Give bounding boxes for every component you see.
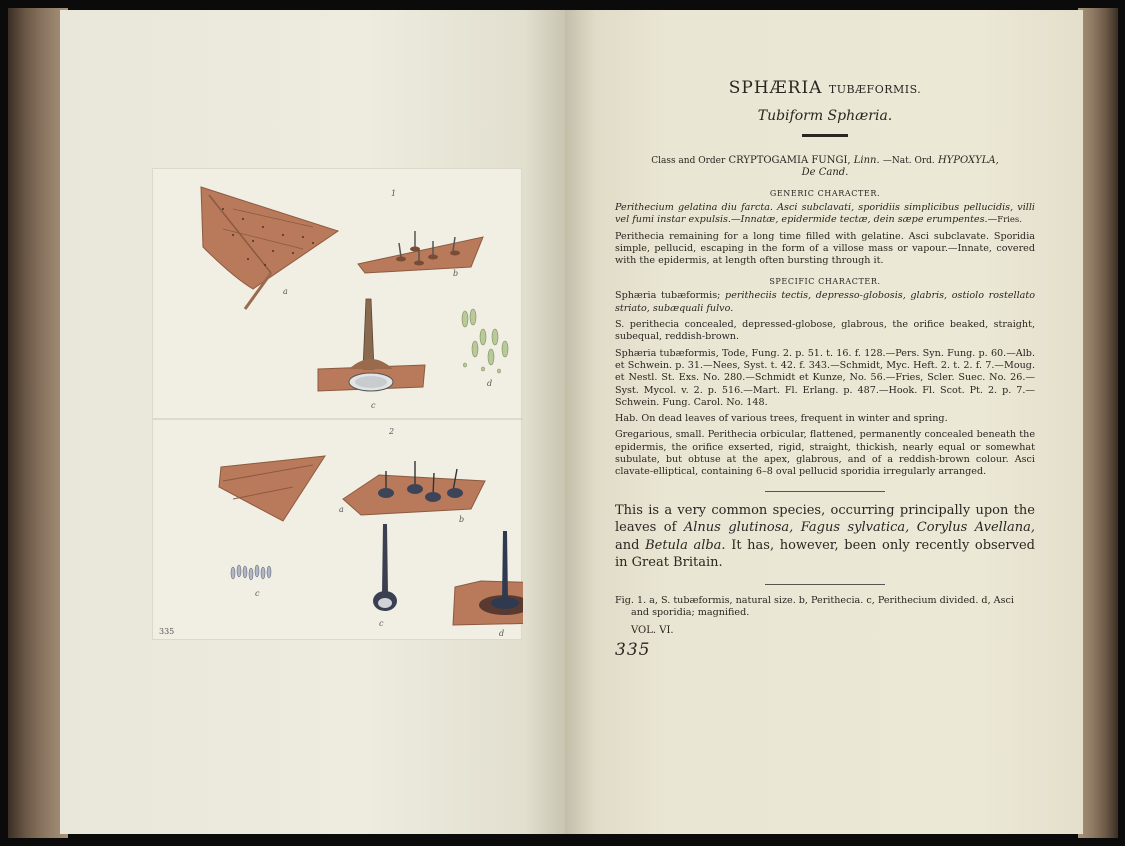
specific-character-heading: SPECIFIC CHARACTER. [769,277,881,287]
illustration-plate [152,168,522,640]
section-rule-2 [765,584,885,585]
right-page [565,10,1083,834]
fig2-asci [231,565,271,580]
plate-label-fig2a: a [339,505,344,514]
plate-label-fig2d: d [499,629,505,638]
order-label: —Nat. Ord. [882,156,935,166]
generic-latin: Perithecium gelatina diu farcta. Asci subclavati, sporidiis simplicibus pellucidis, villi vel fumi instar expulsis.—Innatæ, epidermide tectæ, dein sæpe erumpentes.—Fries. [615,202,1035,226]
plate-number-small: 335 [159,627,175,636]
section-rule [765,491,885,492]
class-author: Linn. [853,155,880,166]
description: Gregarious, small. Perithecia orbicular, flattened, permanently concealed beneath the epidermis, the orifice exserted, rigid, straight, thickish, nearly equal or somewhat subulate, but obtuse at the apex, glabrous, and of a reddish-brown colour. Asci clavate-elliptical, containing 6–8 oval pellucid sporidia irregularly arranged. [615,429,1035,478]
remarks: This is a very common species, occurring principally upon the leaves of Alnus glutinosa, Fagus sylvatica, Corylus Avellana, and Betula alba. It has, however, been only recently observed in Great Britain. [615,502,1035,571]
specific-english: S. perithecia concealed, depressed-globose, glabrous, the orifice beaked, straight, subequal, reddish-brown. [615,319,1035,343]
volume-label: VOL. VI. [631,624,674,636]
left-page [60,10,565,834]
plate-label-fig1c: c [371,401,376,410]
fig2-perithecium [373,524,397,611]
generic-english: Perithecia remaining for a long time filled with gelatine. Asci subclavate. Sporidia simple, pellucid, escaping in the form of a villose mass or vapour.—Innate, covered with the epidermis, at length often bursting through it. [615,230,1035,267]
plate-label-fig2c-asci: c [255,589,260,598]
classification-line [615,155,1035,179]
plate-number: 335 [615,639,651,660]
generic-character-heading: GENERIC CHARACTER. [769,189,881,198]
fig1-asci [462,309,508,373]
species-description [615,78,1035,660]
plate-label-fig1: 1 [391,189,397,198]
species-title [615,78,1035,98]
class-value: CRYPTOGAMIA FUNGI, [728,155,851,166]
class-label: Class and Order [651,156,726,166]
plate-label-fig2b: b [459,515,465,524]
title-rule [802,134,848,137]
fig1-perithecium-divided [318,299,425,391]
right-page-edges [1078,8,1118,838]
open-book [8,8,1118,838]
left-page-edges [8,8,68,838]
title-genus: SPHÆRIA [728,78,823,98]
title-species: TUBÆFORMIS. [828,83,922,96]
synonymy: Sphæria tubæformis, Tode, Fung. 2. p. 51. t. 16. f. 128.—Pers. Syn. Fung. p. 60.—Alb. et Schwein. p. 31.—Nees, Syst. t. 42. f. 343.—Schmidt, Myc. Heft. 2. t. 2. f. 7.—Moug. et Nestl. St. Exs. No. 280.—Schmidt et Kunze, No. 56.—Fries, Scler. Suec. No. 26.—Syst. Mycol. v. 2. p. 516.—Mart. Fl. Erlang. p. 487.—Hook. Fl. Scot. Pt. 2. p. 7.—Schwein. Fung. Carol. No. 148. [615,347,1035,408]
fig2-perithecium-on-leaf [453,531,523,625]
fig1-perithecia-on-leaf [358,231,483,273]
figure-caption: Fig. 1. a, S. tubæformis, natural size. b, Perithecia. c, Perithecium divided. d, Asci and sporidia; magnified. [615,594,1014,618]
plate-label-fig1b: b [453,269,459,278]
fig1-leaf [201,187,338,309]
fig2-leaf-fragment [219,456,325,521]
plate-label-fig1d: d [487,379,493,388]
specific-latin: Sphæria tubæformis; peritheciis tectis, depresso-globosis, glabris, ostiolo rostellato striato, subæquali fulvo. [615,290,1035,314]
order-value: HYPOXYLA, [937,155,999,166]
habitat: Hab. On dead leaves of various trees, frequent in winter and spring. [615,413,948,425]
fig2-perithecia-group [343,461,485,515]
plate-label-fig2: 2 [389,427,395,436]
plate-label-fig1a: a [283,287,288,296]
plate-label-fig2c: c [379,619,384,628]
plate-drawing [153,169,523,641]
order-author: De Cand. [801,167,849,178]
common-name: Tubiform Sphæria. [757,108,893,124]
